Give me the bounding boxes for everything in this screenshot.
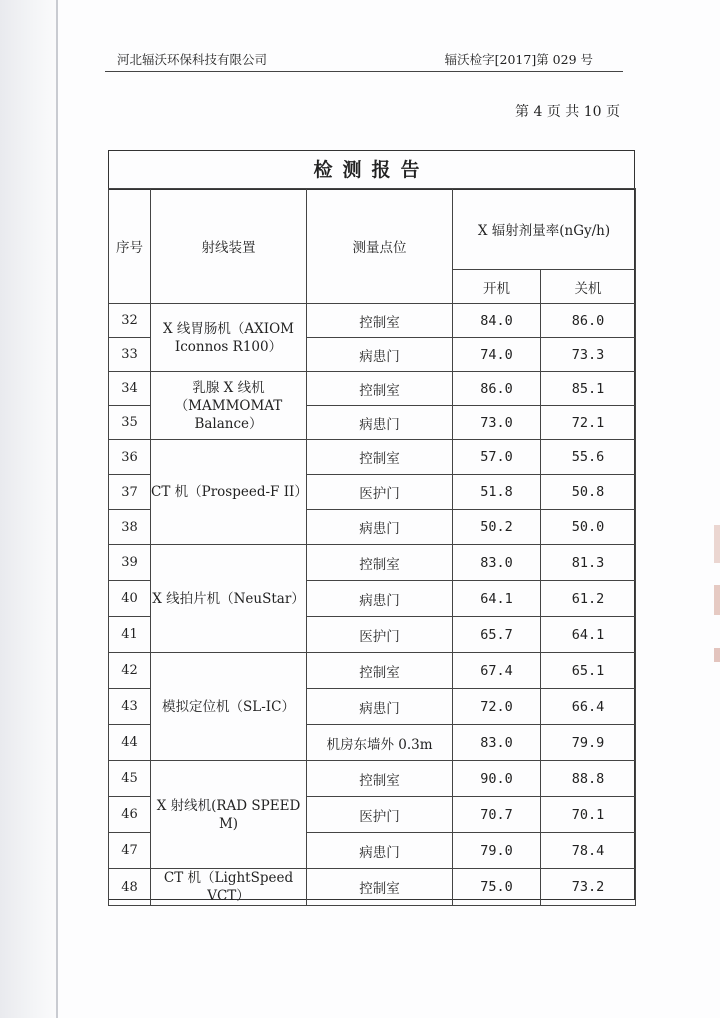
cell-point: 病患门: [307, 510, 453, 545]
header-off: 关机: [541, 270, 636, 304]
cell-device: CT 机（LightSpeed VCT）: [151, 869, 307, 906]
cell-seq: 40: [109, 581, 151, 617]
cell-point: 病患门: [307, 338, 453, 372]
cell-off: 50.8: [541, 475, 636, 510]
header-on: 开机: [453, 270, 541, 304]
edge-stamp-mark: [714, 525, 720, 563]
table-body: [109, 304, 636, 906]
cell-device: X 射线机(RAD SPEED M): [151, 761, 307, 869]
cell-point: 控制室: [307, 545, 453, 581]
cell-point: 病患门: [307, 689, 453, 725]
cell-point: 控制室: [307, 440, 453, 475]
edge-stamp-mark: [714, 648, 720, 662]
cell-point: 控制室: [307, 304, 453, 338]
cell-seq: 33: [109, 338, 151, 372]
cell-point: 控制室: [307, 372, 453, 406]
cell-on: 74.0: [453, 338, 541, 372]
cell-point: 病患门: [307, 581, 453, 617]
cell-seq: 37: [109, 475, 151, 510]
cell-seq: 48: [109, 869, 151, 906]
cell-on: 75.0: [453, 869, 541, 906]
page-number: 第 4 页 共 10 页: [515, 104, 620, 120]
cell-seq: 36: [109, 440, 151, 475]
cell-off: 88.8: [541, 761, 636, 797]
cell-on: 57.0: [453, 440, 541, 475]
header-dose-rate: X 辐射剂量率(nGy/h): [453, 189, 636, 270]
cell-device: 乳腺 X 线机（MAMMOMAT Balance）: [151, 372, 307, 440]
cell-off: 50.0: [541, 510, 636, 545]
dose-rate-table: [108, 188, 636, 906]
report-title: 检测报告: [109, 151, 634, 190]
binding-shadow: [0, 0, 58, 1018]
cell-off: 72.1: [541, 406, 636, 440]
cell-device: X 线拍片机（NeuStar）: [151, 545, 307, 653]
table-row: [109, 545, 636, 581]
cell-on: 86.0: [453, 372, 541, 406]
header-seq: 序号: [109, 189, 151, 304]
cell-off: 70.1: [541, 797, 636, 833]
cell-off: 79.9: [541, 725, 636, 761]
cell-seq: 39: [109, 545, 151, 581]
cell-seq: 32: [109, 304, 151, 338]
cell-off: 65.1: [541, 653, 636, 689]
cell-on: 83.0: [453, 725, 541, 761]
cell-seq: 44: [109, 725, 151, 761]
cell-seq: 45: [109, 761, 151, 797]
cell-point: 控制室: [307, 761, 453, 797]
cell-off: 73.3: [541, 338, 636, 372]
cell-off: 81.3: [541, 545, 636, 581]
cell-point: 控制室: [307, 653, 453, 689]
cell-seq: 35: [109, 406, 151, 440]
table-row: [109, 869, 636, 906]
cell-point: 医护门: [307, 617, 453, 653]
cell-seq: 42: [109, 653, 151, 689]
table-row: [109, 761, 636, 797]
page-header: [105, 45, 623, 72]
cell-on: 90.0: [453, 761, 541, 797]
cell-on: 70.7: [453, 797, 541, 833]
cell-on: 72.0: [453, 689, 541, 725]
cell-point: 医护门: [307, 797, 453, 833]
cell-on: 84.0: [453, 304, 541, 338]
cell-seq: 34: [109, 372, 151, 406]
cell-on: 83.0: [453, 545, 541, 581]
company-name: 河北辐沃环保科技有限公司: [117, 52, 268, 67]
cell-seq: 47: [109, 833, 151, 869]
table-row: [109, 304, 636, 338]
report-table-frame: [108, 150, 635, 904]
cell-point: 医护门: [307, 475, 453, 510]
cell-device: X 线胃肠机（AXIOM Iconnos R100）: [151, 304, 307, 372]
cell-off: 78.4: [541, 833, 636, 869]
cell-seq: 41: [109, 617, 151, 653]
cell-point: 病患门: [307, 406, 453, 440]
table-row: [109, 653, 636, 689]
cell-point: 控制室: [307, 869, 453, 906]
cell-device: 模拟定位机（SL-IC）: [151, 653, 307, 761]
table-row: [109, 372, 636, 406]
cell-seq: 38: [109, 510, 151, 545]
cell-on: 50.2: [453, 510, 541, 545]
cell-seq: 43: [109, 689, 151, 725]
cell-on: 65.7: [453, 617, 541, 653]
cell-seq: 46: [109, 797, 151, 833]
header-point: 测量点位: [307, 189, 453, 304]
binding-edge: [56, 0, 58, 1018]
cell-off: 85.1: [541, 372, 636, 406]
cell-on: 73.0: [453, 406, 541, 440]
cell-on: 64.1: [453, 581, 541, 617]
table-row: [109, 440, 636, 475]
cell-on: 67.4: [453, 653, 541, 689]
edge-stamp-mark: [714, 585, 720, 615]
cell-off: 55.6: [541, 440, 636, 475]
cell-off: 86.0: [541, 304, 636, 338]
cell-off: 61.2: [541, 581, 636, 617]
cell-device: CT 机（Prospeed-F II）: [151, 440, 307, 545]
cell-off: 64.1: [541, 617, 636, 653]
cell-point: 病患门: [307, 833, 453, 869]
cell-on: 79.0: [453, 833, 541, 869]
cell-on: 51.8: [453, 475, 541, 510]
header-device: 射线装置: [151, 189, 307, 304]
cell-off: 73.2: [541, 869, 636, 906]
cell-point: 机房东墙外 0.3m: [307, 725, 453, 761]
cell-off: 66.4: [541, 689, 636, 725]
document-number: 辐沃检字[2017]第 029 号: [444, 52, 593, 67]
